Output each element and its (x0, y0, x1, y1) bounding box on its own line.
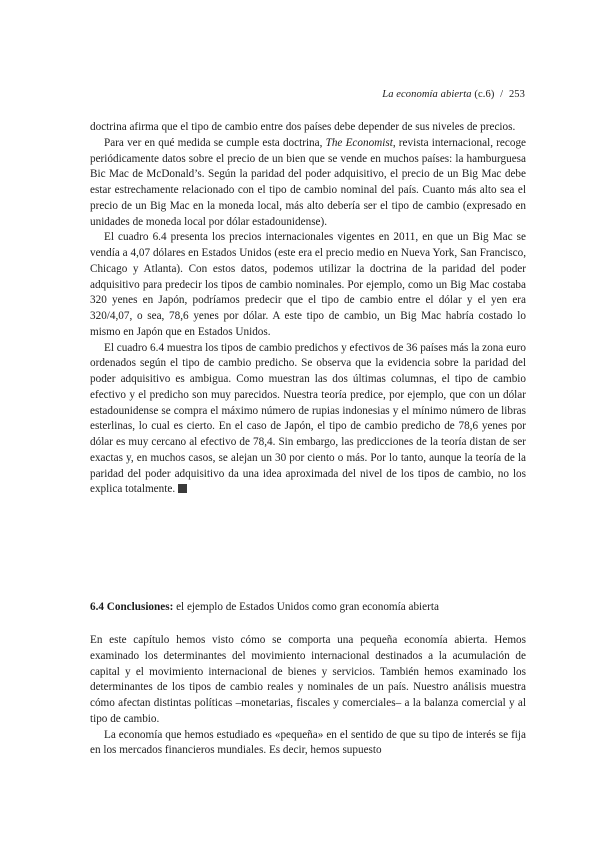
section-title: el ejemplo de Estados Unidos como gran economía abierta (173, 601, 439, 613)
section-paragraph-2: La economía que hemos estudiado es «pequeña» en el sentido de que su tipo de interés se fija en los mercados financieros mundiales. Es decir, hemos supuesto (90, 728, 526, 757)
body-text (90, 120, 526, 498)
section-number: 6.4 Conclusiones: (90, 601, 174, 613)
paragraph-4 (90, 341, 526, 499)
paragraph-3: El cuadro 6.4 presenta los precios internacionales vigentes en 2011, en que un Big Mac se vendía a 4,07 dólares en Estados Unidos (este era el precio medio en Nueva York, San Francisco, Chicago y Atlanta). Con estos datos, podemos utilizar la doctrina de la paridad del poder adquisitivo para predecir los tipos de cambio nominales. Por ejemplo, como un Big Mac costaba 320 yenes en Japón, podríamos predecir que el tipo de cambio entre el dólar y el yen era 320/4,07, o sea, 78,6 yenes por dólar. A este tipo de cambio, un Big Mac habría costado lo mismo en Japón que en Estados Unidos. (90, 231, 526, 338)
section-heading (90, 601, 526, 613)
header-separator: / (500, 89, 504, 100)
magazine-name: The Economist (325, 136, 393, 149)
section-paragraph-1: En este capítulo hemos visto cómo se comporta una pequeña economía abierta. Hemos examinado los determinantes del movimiento internacional destinados a la acumulación de capital y el movimiento internacional de bienes y servicios. También hemos examinado los determinantes de los tipos de cambio reales y nominales de un país. Nuestro análisis muestra cómo afectan distintas políticas –monetarias, fiscales y comerciales– a la balanza comercial y al tipo de cambio. (90, 634, 526, 725)
page-number: 253 (508, 89, 525, 100)
section-body-text (90, 633, 526, 759)
paragraph-2-start: Para ver en qué medida se cumple esta doctrina, (104, 136, 326, 149)
paragraph-2-rest: , revista internacional, recoge periódicamente datos sobre el precio de un bien que se vende en muchos países: la hamburguesa Bic Mac de McDonald’s. Según la paridad del poder adquisitivo, el precio de un Big Mac debe estar estrechamente relacionado con el tipo de cambio nominal del país. Cuanto más alto sea el precio de un Big Mac en la moneda local, más alto debería ser el tipo de cambio (expresado en unidades de moneda local por dólar estadounidense). (90, 136, 526, 228)
book-title: La economía abierta (382, 89, 472, 100)
paragraph-4-text: El cuadro 6.4 muestra los tipos de cambio predichos y efectivos de 36 países más la zona euro ordenados según el tipo de cambio predicho. Se observa que la evidencia sobre la paridad del poder adquisitivo es ambigua. Como muestran las dos últimas columnas, el tipo de cambio efectivo y el predicho son muy parecidos. Nuestra teoría predice, por ejemplo, que con un dólar estadounidense se compra el máximo número de rupias indonesias y el mínimo número de libras esterlinas, lo cual es cierto. En el caso de Japón, el tipo de cambio predicho de 78,6 yenes por dólar es muy cercano al efectivo de 78,4. Sin embargo, las predicciones de la teoría distan de ser exactas y, en muchos casos, se alejan un 30 por ciento o más. Por lo tanto, aunque la teoría de la paridad del poder adquisitivo da una idea aproximada del nivel de los tipos de cambio, no los explica totalmente. (90, 341, 526, 496)
paragraph-1: doctrina afirma que el tipo de cambio entre dos países debe depender de sus niveles de precios. (90, 121, 516, 133)
end-of-box-square-icon (178, 484, 187, 493)
running-header (382, 89, 525, 100)
chapter-reference: (c.6) (474, 89, 495, 100)
paragraph-2 (90, 136, 526, 231)
